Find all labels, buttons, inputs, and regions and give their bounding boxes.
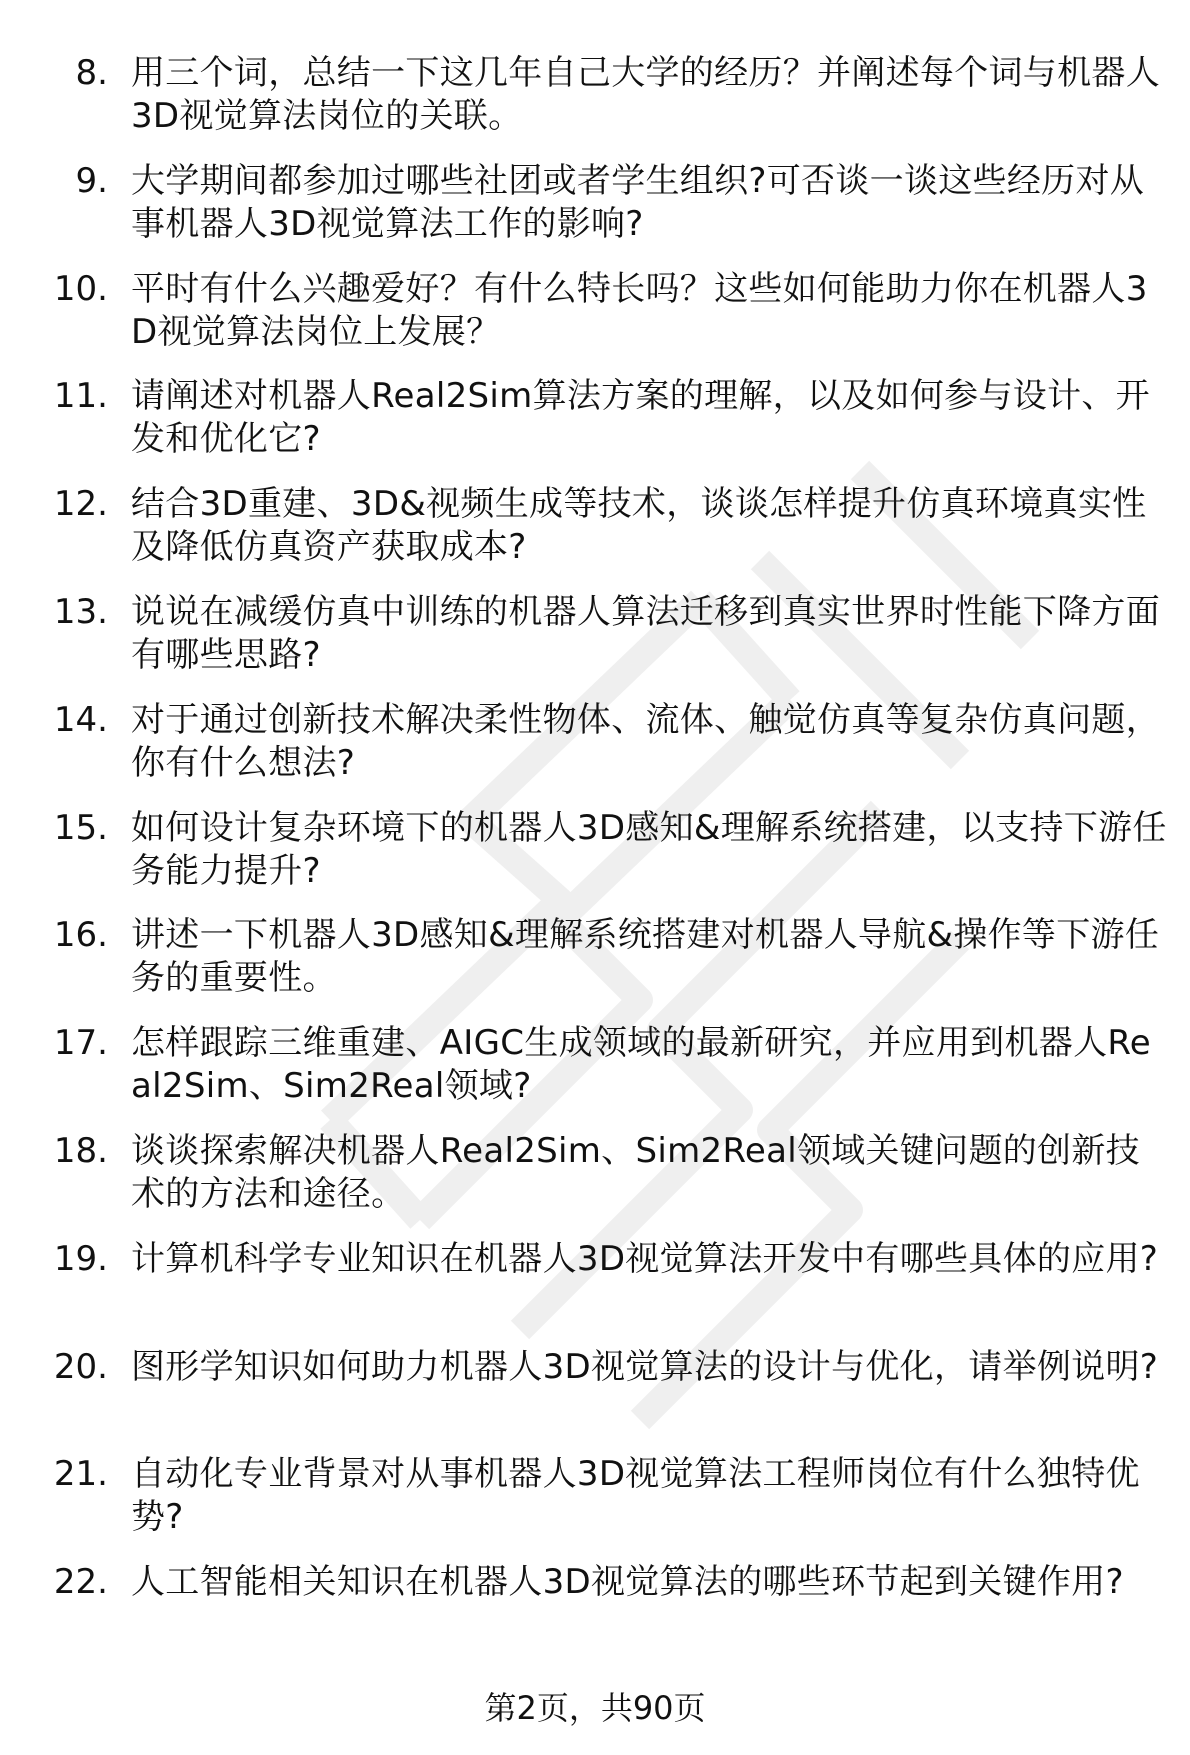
question-list	[0, 52, 1190, 1669]
question-text: 图形学知识如何助力机器人3D视觉算法的设计与优化，请举例说明?	[131, 1346, 1159, 1387]
list-item	[0, 699, 1190, 807]
list-item	[0, 1022, 1190, 1130]
question-text: 对于通过创新技术解决柔性物体、流体、触觉仿真等复杂仿真问题，你有什么想法?	[131, 699, 1160, 783]
question-text: 计算机科学专业知识在机器人3D视觉算法开发中有哪些具体的应用?	[131, 1238, 1159, 1279]
list-item	[0, 160, 1190, 268]
question-number: 9.	[75, 160, 108, 201]
list-item	[0, 268, 1190, 376]
list-item	[0, 1453, 1190, 1561]
question-text: 用三个词，总结一下这几年自己大学的经历？并阐述每个词与机器人3D视觉算法岗位的关联。	[131, 53, 1160, 136]
question-number: 10.	[53, 268, 108, 309]
list-item	[0, 914, 1190, 1022]
question-number: 14.	[53, 699, 108, 740]
list-item	[0, 591, 1190, 699]
question-text: 讲述一下机器人3D感知&理解系统搭建对机器人导航&操作等下游任务的重要性。	[131, 915, 1160, 999]
question-number: 13.	[53, 591, 108, 632]
question-text: 请阐述对机器人Real2Sim算法方案的理解，以及如何参与设计、开发和优化它?	[131, 376, 1150, 460]
question-text: 人工智能相关知识在机器人3D视觉算法的哪些环节起到关键作用?	[131, 1562, 1124, 1603]
list-item	[0, 52, 1190, 160]
list-item	[0, 483, 1190, 591]
question-number: 22.	[53, 1562, 108, 1603]
question-text: 大学期间都参加过哪些社团或者学生组织?可否谈一谈这些经历对从事机器人3D视觉算法工作的影响?	[131, 160, 1145, 244]
list-item	[0, 375, 1190, 483]
list-item	[0, 1346, 1190, 1454]
list-item	[0, 1130, 1190, 1238]
page-number-footer: 第2页，共90页	[484, 1689, 706, 1727]
question-number: 18.	[53, 1130, 108, 1171]
question-text: 结合3D重建、3D&视频生成等技术，谈谈怎样提升仿真环境真实性及降低仿真资产获取成本?	[131, 484, 1147, 568]
question-text: 说说在减缓仿真中训练的机器人算法迁移到真实世界时性能下降方面有哪些思路?	[131, 591, 1160, 675]
question-number: 15.	[53, 807, 108, 848]
list-item	[0, 1238, 1190, 1346]
question-number: 12.	[53, 484, 108, 525]
question-number: 20.	[53, 1346, 108, 1387]
question-text: 如何设计复杂环境下的机器人3D感知&理解系统搭建，以支持下游任务能力提升?	[131, 807, 1167, 891]
question-number: 11.	[53, 376, 108, 417]
question-number: 16.	[53, 915, 108, 956]
question-number: 17.	[53, 1023, 108, 1064]
question-text: 自动化专业背景对从事机器人3D视觉算法工程师岗位有什么独特优势?	[131, 1454, 1140, 1538]
question-text: 怎样跟踪三维重建、AIGC生成领域的最新研究，并应用到机器人Real2Sim、Sim2Real领域?	[131, 1023, 1151, 1107]
question-text: 谈谈探索解决机器人Real2Sim、Sim2Real领域关键问题的创新技术的方法和途径。	[131, 1130, 1140, 1214]
question-number: 8.	[75, 53, 108, 93]
question-text: 平时有什么兴趣爱好？有什么特长吗？这些如何能助力你在机器人3D视觉算法岗位上发展？	[131, 268, 1148, 352]
list-item	[0, 807, 1190, 915]
question-number: 19.	[53, 1238, 108, 1279]
list-item	[0, 1561, 1190, 1669]
question-number: 21.	[53, 1454, 108, 1495]
